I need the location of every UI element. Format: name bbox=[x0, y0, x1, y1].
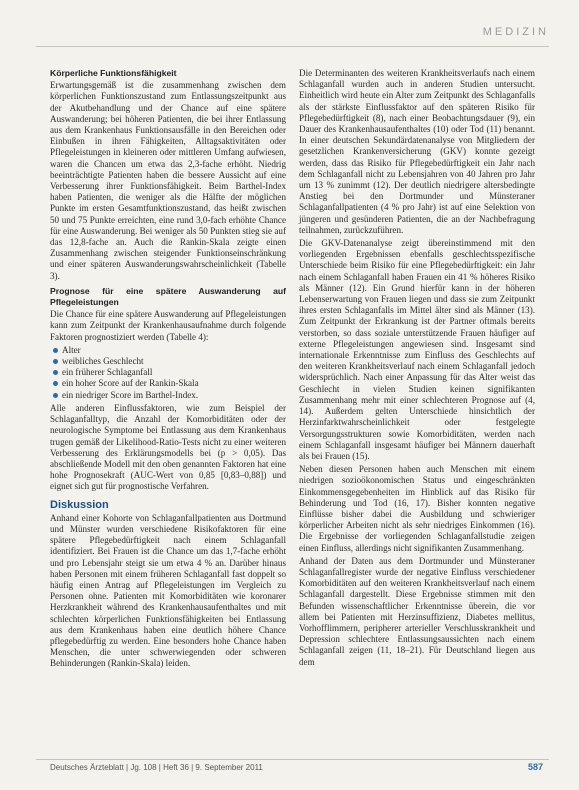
page-number: 587 bbox=[527, 762, 543, 772]
paragraph: Die GKV-Datenanalyse zeigt übereinstimmend mit den vorliegenden Ergebnissen ebenfalls geschlechtsspezifische Unterschiede beim Risiko für eine Pflegebedürftigkeit: ein Jahr nach einem Schlaganfall haben Frauen ein 41 % höheres Risiko als Männer (12). Ein Grund hierfür kann in der höheren Lebenserwartung von Frauen liegen und dass sie zum Zeitpunkt ihres ersten Schlaganfalls im Mittel älter sind als Männer (13). Zum Zeitpunkt der Erkrankung ist der Partner oftmals bereits verstorben, so dass soziale unterstützende Frauen häufiger auf externe Pflegeleistungen angewiesen sind. Insgesamt sind internationale Erkenntnisse zum Einfluss des Geschlechts auf den weiteren Krankheitsverlauf nach einem Schlaganfall jedoch widersprüchlich. Nach einer Anpassung für das Alter weist das Geschlecht in vielen Studien keinen signifikanten Zusammenhang mehr mit einer schlechteren Prognose auf (4, 14). Außerdem gelten Unterschiede hinsichtlich der Herzinfarktwahrscheinlichkeit oder festgelegte Versorgungsstrukturen sowie Komorbiditäten, werden nach einem Schlaganfall insgesamt häufiger bei Männern dauerhaft als bei Frauen (15). bbox=[299, 238, 535, 461]
left-column bbox=[50, 68, 286, 672]
list-item bbox=[50, 356, 286, 367]
heading-discussion: Diskussion bbox=[50, 498, 109, 511]
page-header bbox=[0, 0, 579, 58]
header-rule bbox=[36, 46, 549, 47]
factor-list bbox=[50, 345, 286, 401]
page-footer bbox=[36, 759, 549, 774]
subheading-function: Körperliche Funktionsfähigkeit bbox=[50, 68, 177, 78]
paragraph: Anhand der Daten aus dem Dortmunder und Münsteraner Schlaganfallregister wurde der negative Einfluss verschiedener Komorbiditäten auf den weiteren Krankheitsverlauf nach einem Schlaganfall dargestellt. Diese Ergebnisse stimmen mit den Befunden wissenschaftlicher Erkenntnisse überein, die vor allem bei Patienten mit Herzinsuffizienz, Diabetes mellitus, Vorhofflimmern, peripherer arterieller Verschlusskrankheit und Depression schlechtere Entlassungsaussichten nach einem Schlaganfall zeigen (11, 18–21). Für Deutschland liegen aus dem bbox=[299, 555, 535, 667]
list-item bbox=[50, 378, 286, 389]
subheading-prognosis: Prognose für eine spätere Auswanderung auf Pflegeleistungen bbox=[50, 285, 286, 308]
bullet-icon bbox=[53, 359, 58, 364]
paragraph: Erwartungsgemäß ist die zusammenhang zwischen dem körperlichen Funktionszustand zum Entlassungszeitpunkt aus der Akutbehandlung und der Chance auf eine spätere Auswanderung; bei höheren Patienten, die bei ihrer Entlassung aus dem Krankenhaus Funktionsausfälle in den Bereichen oder Einbußen in ihren Fähigkeiten, Alltagsaktivitäten oder Pflegeleistungen in kleineren oder mittleren Umfang aufwiesen, waren die Chancen um etwa das 2,3-fache erhöht. Niedrig beeinträchtigte Patienten haben die bessere Aussicht auf eine Verbesserung ihrer Funktionsfähigkeit. Beim Barthel-Index haben Patienten, die weniger als die Hälfte der möglichen Punkte im ersten Gesamtfunktionszustand, das heißt zwischen 50 und 75 Punkte erreichten, eine rund 3,0-fach erhöhte Chance für eine Auswanderung. Bei weniger als 50 Punkten stieg sie auf das 12,8-fache an. Auch die Rankin-Skala zeigte einen Zusammenhang zwischen steigender Funktionseinschränkung und einer späteren Auswanderungswahrscheinlichkeit (Tabelle 3). bbox=[50, 80, 286, 281]
list-item-text: Alter bbox=[62, 344, 81, 355]
bullet-icon bbox=[53, 370, 58, 375]
paragraph: Die Chance für eine spätere Auswanderung auf Pflegeleistungen kann zum Zeitpunkt der Krankenhausaufnahme durch folgende Faktoren prognostiziert werden (Tabelle 4): bbox=[50, 309, 286, 342]
bullet-icon bbox=[53, 393, 58, 398]
paragraph: Alle anderen Einflussfaktoren, wie zum Beispiel der Schlaganfalltyp, die Anzahl der Komorbiditäten oder der neurologische Symptome bei Entlassung aus dem Krankenhaus trugen gemäß der Likelihood-Ratio-Tests nicht zu einer weiteren Verbesserung des Erklärungsmodells bei (p > 0,05). Das abschließende Modell mit den oben genannten Faktoren hat eine hohe Prognosekraft (AUC-Wert von 0,85 [0,83–0,88]) und eignet sich gut für prognostische Verfahren. bbox=[50, 402, 286, 492]
paragraph: Anhand einer Kohorte von Schlaganfallpatienten aus Dortmund und Münster wurden verschiedene Risikofaktoren für eine spätere Pflegebedürftigkeit nach einem Schlaganfall identifiziert. Bei Frauen ist die Chance um das 1,7-fache erhöht und pro Lebensjahr steigt sie um etwa 4 % an. Darüber hinaus haben Personen mit einem früheren Schlaganfall fast doppelt so häufig einen Antrag auf Pflegeleistungen im Vergleich zu Personen ohne. Patienten mit Komorbiditäten wie koronarer Herzkrankheit während des Krankenhausaufenthaltes und mit schlechten körperlichen Funktionsfähigkeiten bei Entlassung aus dem Krankenhaus haben eine deutlich höhere Chance pflegebedürftig zu werden. Eine besonders hohe Chance haben Menschen, die unter schwerwiegenden oder schweren Behinderungen (Rankin-Skala) leiden. bbox=[50, 512, 286, 669]
list-item-text: ein hoher Score auf der Rankin-Skala bbox=[62, 378, 199, 389]
section-label: MEDIZIN bbox=[482, 26, 549, 38]
list-item-text: weibliches Geschlecht bbox=[62, 356, 144, 367]
list-item bbox=[50, 390, 286, 401]
journal-citation: Deutsches Ärzteblatt | Jg. 108 | Heft 36 | 9. September 2011 bbox=[50, 763, 263, 772]
list-item bbox=[50, 345, 286, 356]
paragraph: Neben diesen Personen haben auch Menschen mit einem niedrigen sozioökonomischen Status und eingeschränkten Einkommensgegebenheiten im Hinblick auf das Risiko für Behinderung und Tod (16, 17). Bisher konnten negative Einflüsse bisher dabei die Ausbildung und schwieriger körperlicher Arbeiten nicht als sehr niedriges Einkommen (16). Die Ergebnisse der vorliegenden Schlaganfallstudie zeigen einen Einfluss, allerdings nicht signifikanten Zusammenhang. bbox=[299, 464, 535, 553]
list-item-text: ein früherer Schlaganfall bbox=[62, 367, 153, 378]
bullet-icon bbox=[53, 348, 58, 353]
right-column bbox=[299, 68, 535, 670]
bullet-icon bbox=[53, 381, 58, 386]
list-item-text: ein niedriger Score im Barthel-Index. bbox=[62, 389, 199, 400]
paragraph: Die Determinanten des weiteren Krankheitsverlaufs nach einem Schlaganfall wurden auch in anderen Studien untersucht. Einheitlich wird heute ein Alter zum Zeitpunkt des Schlaganfalls als der stärkste Einflussfaktor auf den späteren Risiko für Pflegebedürftigkeit (8), nach einer Beobachtungsdauer (9), ein Dauer des Krankenhausaufenthaltes (10) oder Tod (11) benannt. In einer deutschen Sekundärdatenanalyse von Mitgliedern der gesetzlichen Krankenversicherung (GKV) konnte gezeigt werden, dass das Risiko für Pflegebedürftigkeit ein Jahr nach dem Schlaganfall nicht zu Lebensjahren von 40 Jahren pro Jahr um 13 % zunimmt (12). Der deutlich niedrigere altersbedingte Anstieg bei den Dortmunder und Münsteraner Schlaganfallpatienten (4 % pro Jahr) ist auf eine Selektion von jüngeren und gesünderen Patienten, die an der Nachbefragung teilnahmen, zurückzuführen. bbox=[299, 68, 535, 235]
list-item bbox=[50, 367, 286, 378]
